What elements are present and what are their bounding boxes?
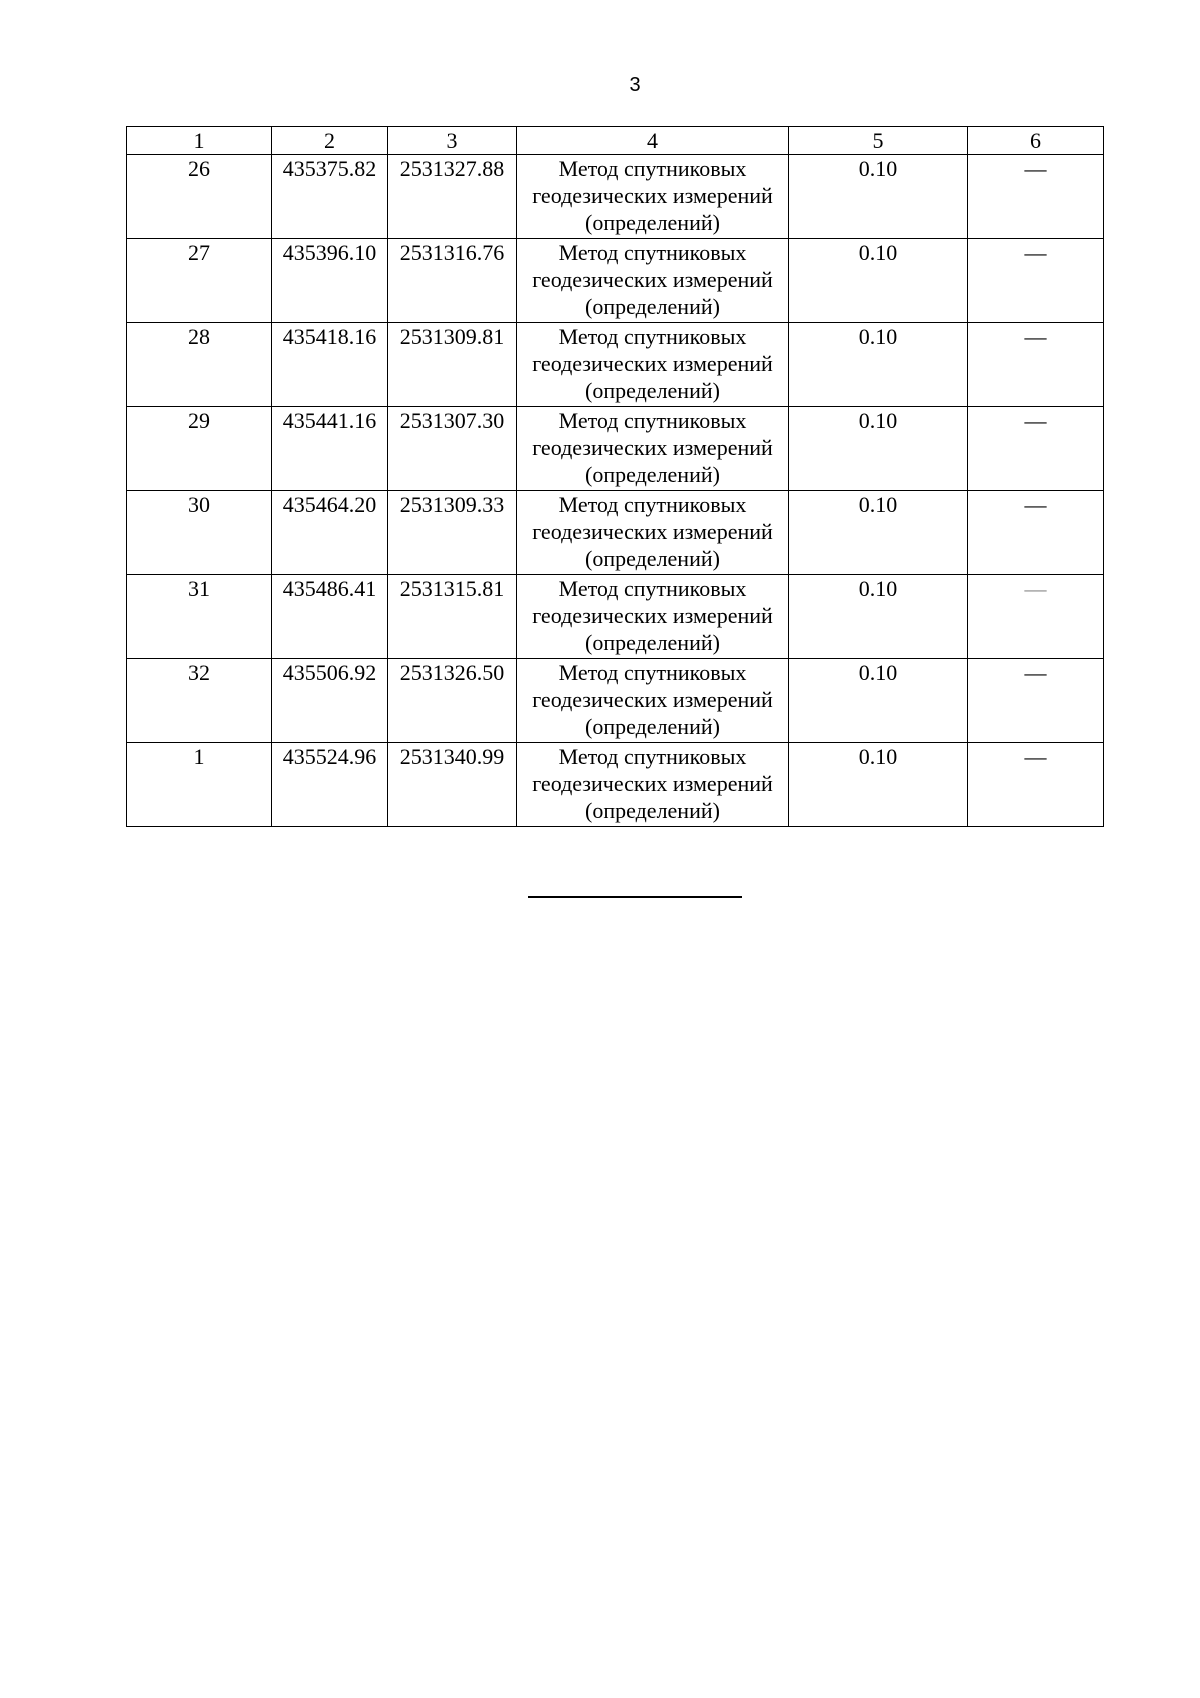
table-row [127,407,1104,491]
method-cell [517,155,789,239]
method-line-1: Метод спутниковых [558,240,747,265]
note-cell: — [968,743,1104,827]
table-row [127,659,1104,743]
method-cell [517,239,789,323]
method-line-1: Метод спутниковых [558,156,747,181]
method-line-1: Метод спутниковых [558,744,747,769]
method-line-3: (определений) [585,546,720,571]
method-line-3: (определений) [585,294,720,319]
method-line-1: Метод спутниковых [558,408,747,433]
accuracy-cell: 0.10 [789,743,968,827]
x-coordinate-cell: 435524.96 [272,743,388,827]
point-number-cell: 27 [127,239,272,323]
point-number-cell: 31 [127,575,272,659]
accuracy-cell: 0.10 [789,575,968,659]
x-coordinate-cell: 435375.82 [272,155,388,239]
table-row [127,575,1104,659]
y-coordinate-cell: 2531307.30 [388,407,517,491]
method-line-1: Метод спутниковых [558,660,747,685]
method-line-2: геодезических измерений [532,687,773,712]
accuracy-cell: 0.10 [789,155,968,239]
x-coordinate-cell: 435396.10 [272,239,388,323]
method-cell [517,407,789,491]
method-line-2: геодезических измерений [532,603,773,628]
note-cell: — [968,239,1104,323]
method-line-3: (определений) [585,798,720,823]
y-coordinate-cell: 2531309.33 [388,491,517,575]
method-line-3: (определений) [585,378,720,403]
y-coordinate-cell: 2531340.99 [388,743,517,827]
accuracy-cell: 0.10 [789,659,968,743]
method-cell [517,743,789,827]
note-cell: — [968,407,1104,491]
method-line-3: (определений) [585,462,720,487]
accuracy-cell: 0.10 [789,407,968,491]
point-number-cell: 28 [127,323,272,407]
method-line-2: геодезических измерений [532,519,773,544]
table-row [127,239,1104,323]
column-header-4: 4 [517,127,789,155]
table-row [127,743,1104,827]
method-line-3: (определений) [585,714,720,739]
y-coordinate-cell: 2531327.88 [388,155,517,239]
coordinates-table [126,126,1104,827]
method-line-2: геодезических измерений [532,435,773,460]
column-header-6: 6 [968,127,1104,155]
method-line-3: (определений) [585,210,720,235]
y-coordinate-cell: 2531316.76 [388,239,517,323]
note-cell: — [968,659,1104,743]
note-cell: — [968,323,1104,407]
point-number-cell: 1 [127,743,272,827]
method-cell [517,323,789,407]
page-number: 3 [629,74,641,96]
method-line-2: геодезических измерений [532,267,773,292]
accuracy-cell: 0.10 [789,239,968,323]
closing-rule-divider [528,896,742,898]
column-header-1: 1 [127,127,272,155]
point-number-cell: 26 [127,155,272,239]
table-header [127,127,1104,155]
point-number-cell: 30 [127,491,272,575]
method-cell [517,659,789,743]
method-cell [517,575,789,659]
method-line-1: Метод спутниковых [558,576,747,601]
table-body [127,155,1104,827]
column-header-3: 3 [388,127,517,155]
note-cell: — [968,575,1104,659]
table-row [127,491,1104,575]
x-coordinate-cell: 435418.16 [272,323,388,407]
method-line-1: Метод спутниковых [558,324,747,349]
method-line-2: геодезических измерений [532,351,773,376]
x-coordinate-cell: 435506.92 [272,659,388,743]
method-line-3: (определений) [585,630,720,655]
method-line-1: Метод спутниковых [558,492,747,517]
column-header-5: 5 [789,127,968,155]
point-number-cell: 32 [127,659,272,743]
y-coordinate-cell: 2531309.81 [388,323,517,407]
y-coordinate-cell: 2531326.50 [388,659,517,743]
method-cell [517,491,789,575]
table-row [127,323,1104,407]
accuracy-cell: 0.10 [789,323,968,407]
point-number-cell: 29 [127,407,272,491]
note-cell: — [968,491,1104,575]
method-line-2: геодезических измерений [532,771,773,796]
table-row [127,155,1104,239]
x-coordinate-cell: 435464.20 [272,491,388,575]
x-coordinate-cell: 435441.16 [272,407,388,491]
header-row [127,127,1104,155]
note-cell: — [968,155,1104,239]
y-coordinate-cell: 2531315.81 [388,575,517,659]
accuracy-cell: 0.10 [789,491,968,575]
column-header-2: 2 [272,127,388,155]
x-coordinate-cell: 435486.41 [272,575,388,659]
method-line-2: геодезических измерений [532,183,773,208]
